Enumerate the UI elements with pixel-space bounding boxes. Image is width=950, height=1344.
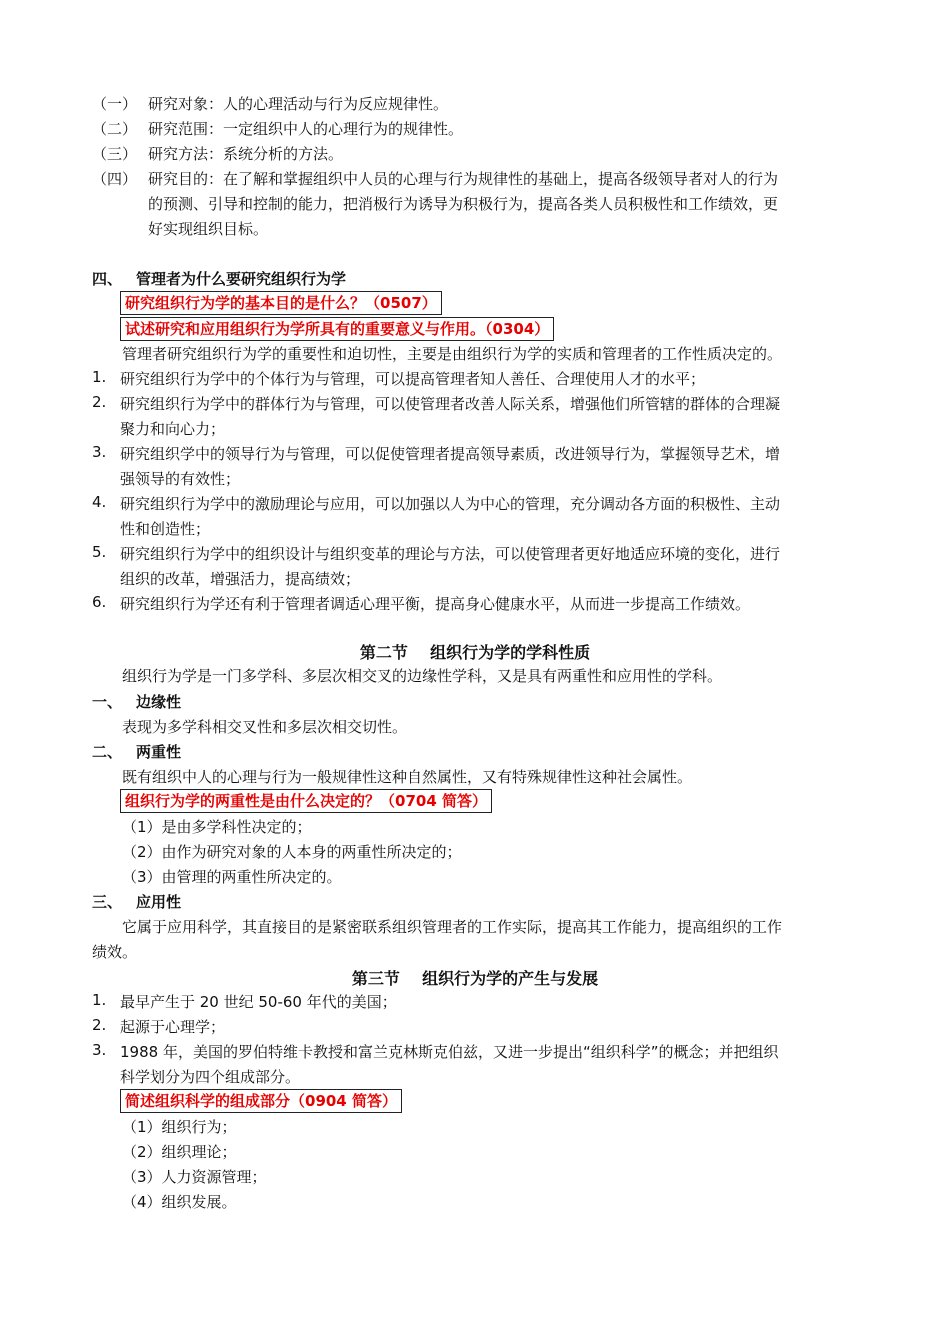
s4-item-1: 研究组织行为学中的个体行为与管理，可以提高管理者知人善任、合理使用人才的水平； — [120, 370, 706, 388]
sec2-p2-title: 两重性 — [136, 743, 182, 761]
s3-item-1: 最早产生于 20 世纪 50-60 年代的美国； — [120, 993, 397, 1011]
sec2-p1-number: 一、 — [92, 693, 123, 711]
s4-item-4b: 性和创造性； — [120, 520, 211, 538]
sec2-p1-title: 边缘性 — [136, 693, 182, 711]
s4-item-3a: 研究组织学中的领导行为与管理，可以促使管理者提高领导素质，改进领导行为，掌握领导艺术，增 — [120, 445, 781, 463]
exam-question-2: 试述研究和应用组织行为学所具有的重要意义与作用。（0304） — [120, 317, 554, 341]
sec2-p3-title: 应用性 — [136, 893, 182, 911]
sec2-p2-text: 既有组织中人的心理与行为一般规律性这种自然属性，又有特殊规律性这种社会属性。 — [122, 768, 693, 786]
s3-item-3b: 科学划分为四个组成部分。 — [120, 1068, 301, 1086]
sec2-p2-item-3: （3）由管理的两重性所决定的。 — [122, 868, 342, 886]
s4-item-6: 研究组织行为学还有利于管理者调适心理平衡，提高身心健康水平，从而进一步提高工作绩效。 — [120, 595, 751, 613]
s4-item-num-6: 6. — [92, 593, 107, 611]
s4-item-5b: 组织的改革，增强活力，提高绩效； — [120, 570, 361, 588]
s4-item-num-5: 5. — [92, 543, 107, 561]
research-text-4c: 好实现组织目标。 — [148, 220, 269, 238]
research-label-4: （四） — [92, 170, 138, 188]
s3-item-num-1: 1. — [92, 991, 107, 1009]
exam-question-4: 简述组织科学的组成部分（0904 简答） — [120, 1089, 402, 1113]
s3-item-num-3: 3. — [92, 1041, 107, 1059]
research-label-1: （一） — [92, 95, 138, 113]
section-4-intro: 管理者研究组织行为学的重要性和迫切性，主要是由组织行为学的实质和管理者的工作性质决定的。 — [122, 345, 783, 363]
sec3-part-3: （3）人力资源管理； — [122, 1168, 267, 1186]
s4-item-num-1: 1. — [92, 368, 107, 386]
sec3-part-1: （1）组织行为； — [122, 1118, 237, 1136]
s4-item-num-3: 3. — [92, 443, 107, 461]
sec2-p3-text-b: 绩效。 — [92, 943, 138, 961]
s3-item-3a: 1988 年，美国的罗伯特维卡教授和富兰克林斯克伯兹，又进一步提出“组织科学”的概念；并把组织 — [120, 1043, 779, 1061]
section-4-title: 管理者为什么要研究组织行为学 — [136, 270, 347, 288]
sec3-part-2: （2）组织理论； — [122, 1143, 237, 1161]
sec2-p2-item-2: （2）由作为研究对象的人本身的两重性所决定的； — [122, 843, 462, 861]
sec2-p3-text-a: 它属于应用科学，其直接目的是紧密联系组织管理者的工作实际，提高其工作能力，提高组织的工作 — [122, 918, 783, 936]
section-4-number: 四、 — [92, 270, 123, 288]
research-label-3: （三） — [92, 145, 138, 163]
s4-item-4a: 研究组织行为学中的激励理论与应用，可以加强以人为中心的管理，充分调动各方面的积极性、主动 — [120, 495, 781, 513]
section-2-heading: 第二节 组织行为学的学科性质 — [359, 643, 591, 662]
sec2-p2-item-1: （1）是由多学科性决定的； — [122, 818, 312, 836]
research-text-1: 研究对象：人的心理活动与行为反应规律性。 — [148, 95, 449, 113]
s3-item-num-2: 2. — [92, 1016, 107, 1034]
section-2-intro: 组织行为学是一门多学科、多层次相交叉的边缘性学科，又是具有两重性和应用性的学科。 — [122, 667, 723, 685]
s4-item-2a: 研究组织行为学中的群体行为与管理，可以使管理者改善人际关系，增强他们所管辖的群体的合理凝 — [120, 395, 781, 413]
research-label-2: （二） — [92, 120, 138, 138]
s4-item-5a: 研究组织行为学中的组织设计与组织变革的理论与方法，可以使管理者更好地适应环境的变化，进行 — [120, 545, 781, 563]
exam-question-3: 组织行为学的两重性是由什么决定的？（0704 简答） — [120, 789, 492, 813]
s4-item-num-2: 2. — [92, 393, 107, 411]
s4-item-2b: 聚力和向心力； — [120, 420, 226, 438]
s4-item-3b: 强领导的有效性； — [120, 470, 241, 488]
research-text-4b: 的预测、引导和控制的能力，把消极行为诱导为积极行为，提高各类人员积极性和工作绩效，更 — [148, 195, 779, 213]
s3-item-2: 起源于心理学； — [120, 1018, 226, 1036]
sec2-p2-number: 二、 — [92, 743, 123, 761]
sec2-p1-text: 表现为多学科相交叉性和多层次相交切性。 — [122, 718, 408, 736]
research-text-3: 研究方法：系统分析的方法。 — [148, 145, 344, 163]
sec3-part-4: （4）组织发展。 — [122, 1193, 237, 1211]
exam-question-1: 研究组织行为学的基本目的是什么？（0507） — [120, 291, 442, 315]
research-text-4a: 研究目的：在了解和掌握组织中人员的心理与行为规律性的基础上，提高各级领导者对人的行为 — [148, 170, 779, 188]
sec2-p3-number: 三、 — [92, 893, 123, 911]
research-text-2: 研究范围：一定组织中人的心理行为的规律性。 — [148, 120, 464, 138]
s4-item-num-4: 4. — [92, 493, 107, 511]
section-3-heading: 第三节 组织行为学的产生与发展 — [351, 969, 599, 988]
